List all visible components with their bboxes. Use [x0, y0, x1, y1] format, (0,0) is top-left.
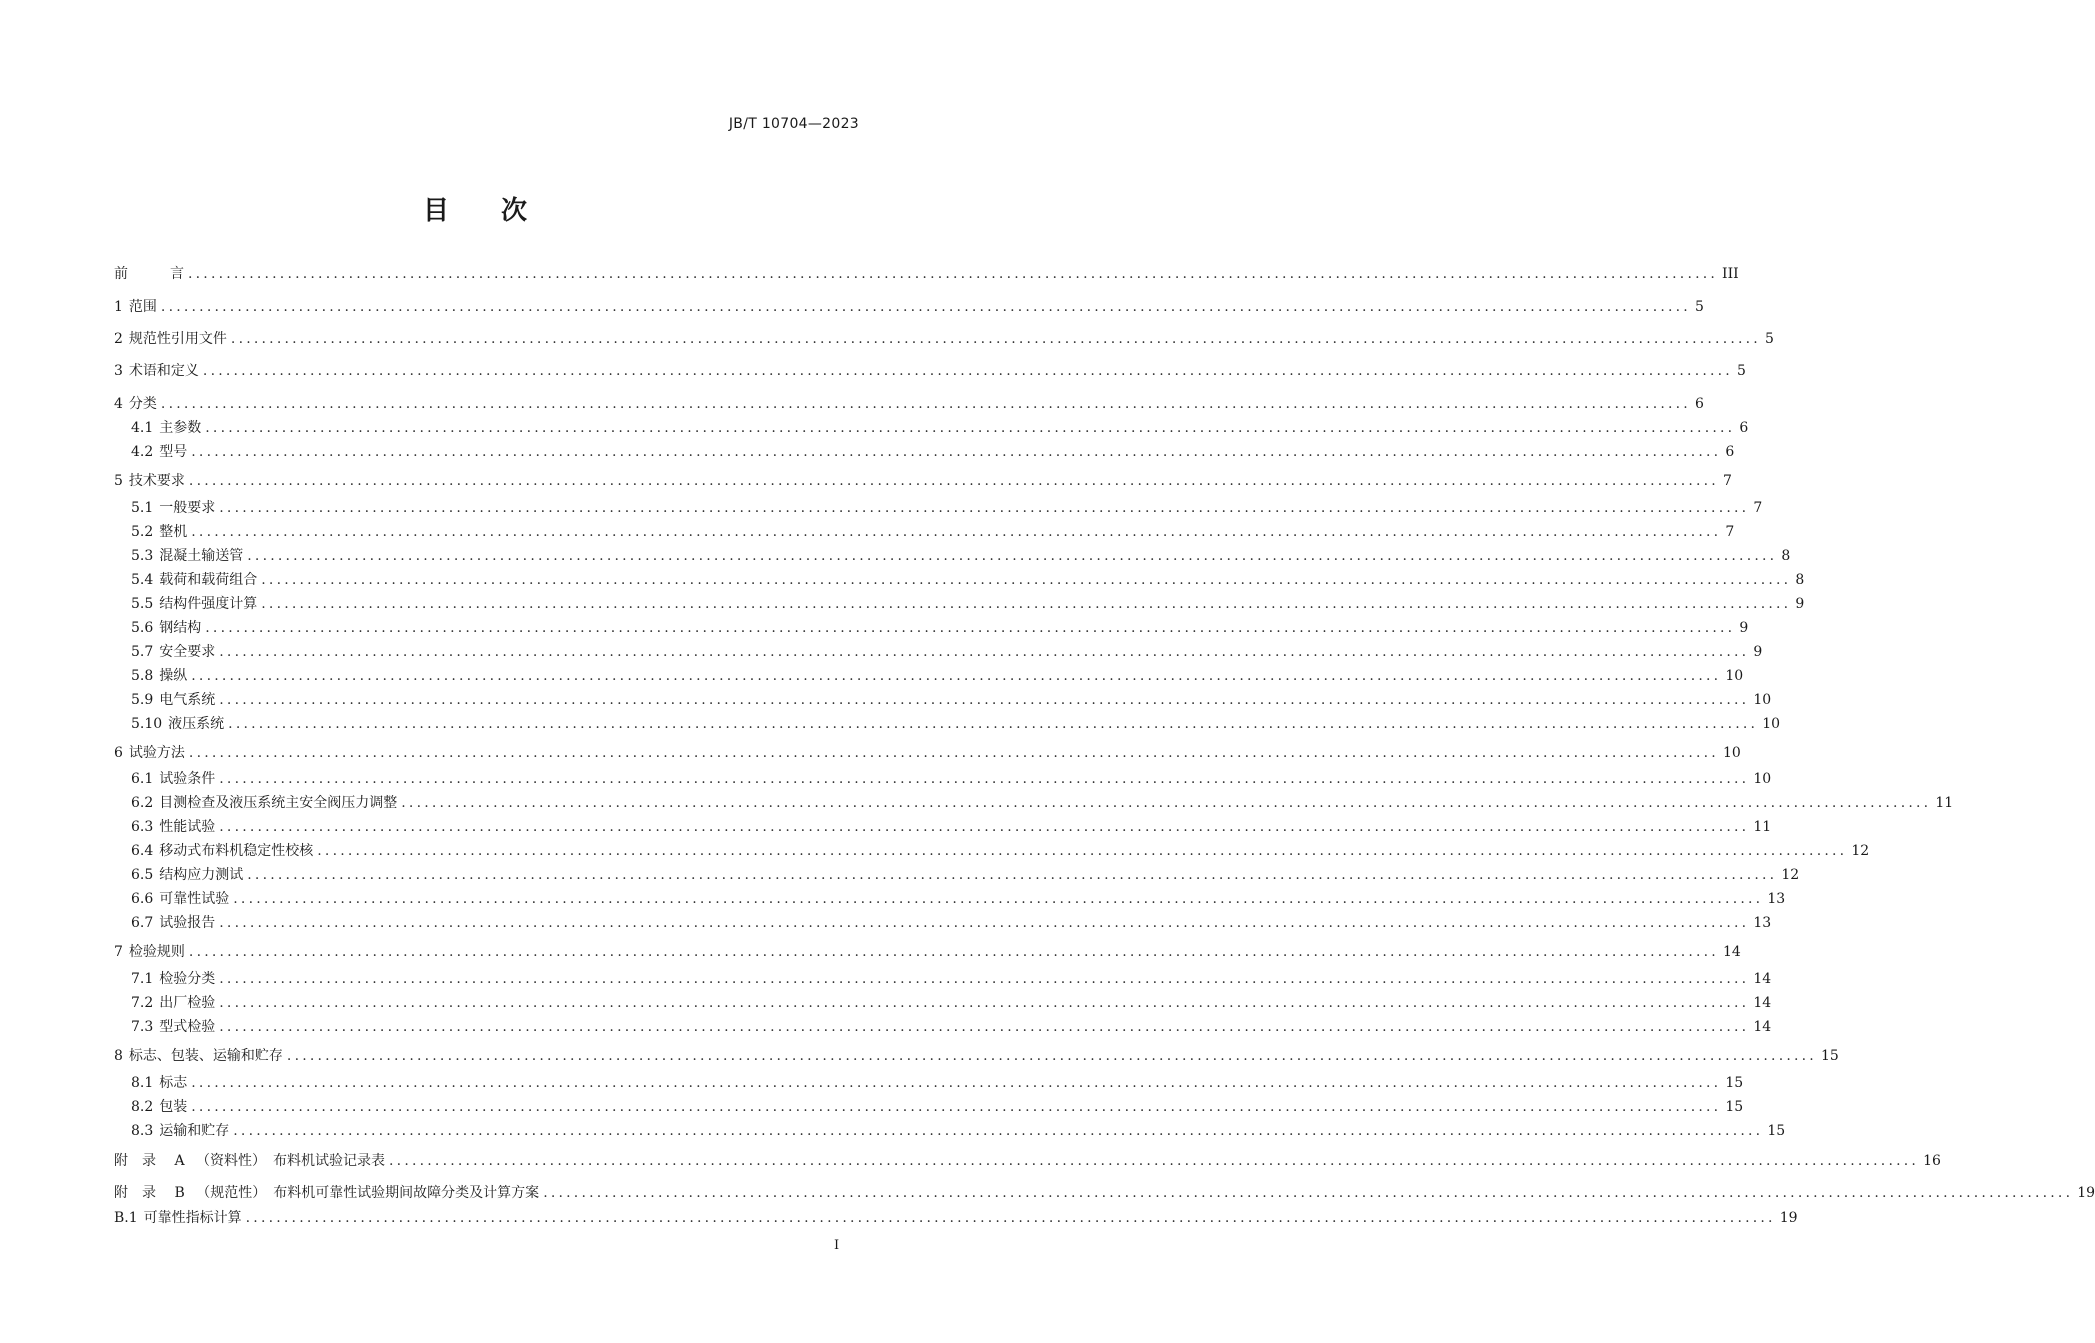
toc-entry-text: 结构应力测试: [159, 867, 244, 883]
toc-entry-label: [114, 792, 397, 814]
toc-entry-text: 附 录 A （资料性） 布料机试验记录表: [114, 1153, 386, 1169]
toc-entry-page: 8: [1795, 572, 1805, 588]
toc-entry-text: 整机: [159, 524, 188, 540]
toc-entry-label: [114, 1120, 229, 1142]
toc-leader-dots: ........................................................................................................................................................................................................: [202, 363, 1733, 379]
toc-leader-dots: ........................................................................................................................................................................................................: [188, 745, 1719, 761]
toc-entry-number: 1: [114, 299, 123, 315]
toc-entry[interactable]: [114, 545, 1791, 567]
toc-entry-number: 4: [114, 396, 123, 412]
toc-entry-label: [114, 328, 227, 350]
toc-leader-dots: ........................................................................................................................................................................................................: [219, 692, 1750, 708]
toc-entry[interactable]: [114, 713, 1781, 735]
toc-entry-page: 6: [1694, 396, 1704, 412]
toc-leader-dots: ........................................................................................................................................................................................................: [219, 971, 1750, 987]
toc-entry-number: 5.1: [131, 500, 154, 516]
toc-entry-text: 移动式布料机稳定性校核: [159, 843, 314, 859]
toc-entry-page: 15: [1725, 1099, 1744, 1115]
toc-entry-label: [114, 1045, 283, 1067]
toc-entry-number: 6.6: [131, 891, 154, 907]
toc-leader-dots: ........................................................................................................................................................................................................: [188, 944, 1719, 960]
toc-entry[interactable]: [114, 1096, 1744, 1118]
toc-entry-number: 8.3: [131, 1123, 154, 1139]
toc-leader-dots: ........................................................................................................................................................................................................: [233, 1123, 1764, 1139]
toc-entry-number: 3: [114, 363, 123, 379]
toc-entry-text: 目测检查及液压系统主安全阀压力调整: [159, 795, 398, 811]
toc-entry-page: 6: [1739, 420, 1749, 436]
toc-entry-number: 5.3: [131, 548, 154, 564]
toc-entry-page: 15: [1767, 1123, 1786, 1139]
toc-entry-label: [114, 393, 157, 415]
toc-entry-label: [114, 417, 201, 439]
toc-entry-number: 8: [114, 1048, 123, 1064]
toc-leader-dots: ........................................................................................................................................................................................................: [317, 843, 1848, 859]
toc-entry-text: 运输和贮存: [159, 1123, 230, 1139]
toc-entry-text: 包装: [159, 1099, 188, 1115]
toc-entry-number: 7.3: [131, 1019, 154, 1035]
toc-entry-label: [114, 941, 185, 963]
toc-entry-label: [114, 864, 243, 886]
toc-entry[interactable]: [114, 992, 1772, 1014]
toc-leader-dots: ........................................................................................................................................................................................................: [191, 524, 1722, 540]
toc-entry-label: [114, 470, 185, 492]
toc-entry[interactable]: [114, 360, 1746, 382]
toc-entry-number: 6.5: [131, 867, 154, 883]
toc-entry-page: 19: [2077, 1185, 2095, 1201]
toc-entry-number: 5.8: [131, 668, 154, 684]
toc-entry-label: [114, 1207, 242, 1229]
toc-entry-page: 19: [1779, 1210, 1798, 1226]
toc-entry-label: [114, 713, 224, 735]
toc-entry[interactable]: [114, 497, 1763, 519]
toc-entry-label: [114, 545, 243, 567]
toc-entry-label: [114, 1072, 187, 1094]
toc-entry-page: 10: [1762, 716, 1781, 732]
toc-leader-dots: ........................................................................................................................................................................................................: [233, 891, 1764, 907]
toc-entry-text: 主参数: [159, 420, 202, 436]
toc-entry-text: 液压系统: [168, 716, 225, 732]
toc-entry-number: 5: [114, 473, 123, 489]
toc-entry-label: [114, 1016, 215, 1038]
toc-entry-label: [114, 641, 215, 663]
toc-entry-label: [114, 665, 187, 687]
toc-entry-page: III: [1722, 266, 1739, 282]
toc-entry[interactable]: [114, 742, 1741, 764]
toc-entry-number: 5.2: [131, 524, 154, 540]
toc-entry-text: 安全要求: [159, 644, 216, 660]
toc-leader-dots: ........................................................................................................................................................................................................: [543, 1185, 2074, 1201]
toc-entry-number: 5.9: [131, 692, 154, 708]
toc-entry[interactable]: [114, 888, 1786, 910]
toc-entry-page: 14: [1753, 971, 1772, 987]
toc-entry[interactable]: [114, 521, 1735, 543]
toc-entry-page: 5: [1736, 363, 1746, 379]
toc-leader-dots: ........................................................................................................................................................................................................: [188, 473, 1719, 489]
toc-entry-number: 4.2: [131, 444, 154, 460]
toc-entry-page: 8: [1781, 548, 1791, 564]
toc-entry[interactable]: [114, 689, 1772, 711]
toc-entry-page: 14: [1753, 1019, 1772, 1035]
toc-entry[interactable]: [114, 665, 1744, 687]
toc-entry-page: 14: [1722, 944, 1741, 960]
toc-entry-page: 9: [1739, 620, 1749, 636]
toc-entry-page: 5: [1764, 331, 1774, 347]
toc-leader-dots: ........................................................................................................................................................................................................: [219, 819, 1750, 835]
toc-entry-page: 12: [1781, 867, 1800, 883]
toc-leader-dots: ........................................................................................................................................................................................................: [219, 644, 1750, 660]
toc-entry-text: 分类: [128, 396, 157, 412]
toc-entry-text: 前 言: [114, 266, 184, 282]
toc-leader-dots: ........................................................................................................................................................................................................: [191, 668, 1722, 684]
toc-entry-number: 6.1: [131, 771, 154, 787]
toc-entry-text: 结构件强度计算: [159, 596, 258, 612]
toc-entry[interactable]: [114, 1120, 1786, 1142]
toc-entry-text: 试验条件: [159, 771, 216, 787]
toc-entry-number: 5.10: [131, 716, 163, 732]
toc-entry-label: [114, 569, 257, 591]
toc-entry-label: [114, 992, 215, 1014]
toc-entry-text: 钢结构: [159, 620, 202, 636]
toc-entry[interactable]: [114, 968, 1772, 990]
toc-leader-dots: ........................................................................................................................................................................................................: [219, 915, 1750, 931]
toc-entry-number: 2: [114, 331, 123, 347]
page-number: I: [834, 1238, 840, 1253]
toc-leader-dots: ........................................................................................................................................................................................................: [205, 620, 1736, 636]
toc-entry-number: 5.4: [131, 572, 154, 588]
toc-entry-text: 规范性引用文件: [128, 331, 227, 347]
toc-entry-text: 范围: [128, 299, 157, 315]
toc-entry-page: 13: [1767, 891, 1786, 907]
standard-number: JB/T 10704—2023: [728, 116, 859, 132]
toc-entry-number: 6: [114, 745, 123, 761]
toc-entry-text: 试验报告: [159, 915, 216, 931]
toc-entry-text: 标志、包装、运输和贮存: [128, 1048, 283, 1064]
toc-leader-dots: ........................................................................................................................................................................................................: [160, 396, 1691, 412]
toc-entry[interactable]: [114, 569, 1805, 591]
toc-entry-label: [114, 617, 201, 639]
toc-entry-text: 附 录 B （规范性） 布料机可靠性试验期间故障分类及计算方案: [114, 1185, 540, 1201]
toc-entry-text: 型号: [159, 444, 188, 460]
toc-leader-dots: ........................................................................................................................................................................................................: [389, 1153, 1920, 1169]
toc-entry[interactable]: [114, 816, 1772, 838]
toc-entry-label: [114, 360, 199, 382]
toc-entry-label: [114, 1150, 385, 1172]
toc-entry-label: [114, 816, 215, 838]
toc-entry-page: 11: [1935, 795, 1954, 811]
toc-entry[interactable]: [114, 393, 1704, 415]
toc-entry-text: 性能试验: [159, 819, 216, 835]
toc-leader-dots: ........................................................................................................................................................................................................: [191, 444, 1722, 460]
toc-entry[interactable]: [114, 417, 1749, 439]
toc-leader-dots: ........................................................................................................................................................................................................: [191, 1075, 1722, 1091]
toc-entry-text: 检验分类: [159, 971, 216, 987]
toc-entry[interactable]: [114, 792, 1954, 814]
toc-entry-text: 试验方法: [128, 745, 185, 761]
toc-entry[interactable]: [114, 617, 1749, 639]
page-title: [0, 190, 950, 227]
toc-entry-page: 10: [1722, 745, 1741, 761]
toc-entry-label: [114, 912, 215, 934]
title-char-1: 目: [422, 196, 449, 226]
toc-entry[interactable]: [114, 1045, 1839, 1067]
toc-entry[interactable]: [114, 441, 1735, 463]
toc-entry-number: 5.5: [131, 596, 154, 612]
toc-entry-page: 7: [1722, 473, 1732, 489]
toc-leader-dots: ........................................................................................................................................................................................................: [228, 716, 1759, 732]
toc-leader-dots: ........................................................................................................................................................................................................: [286, 1048, 1817, 1064]
toc-entry[interactable]: [114, 1150, 1941, 1172]
toc-entry-number: 8.2: [131, 1099, 154, 1115]
toc-entry-text: 术语和定义: [128, 363, 199, 379]
toc-leader-dots: ........................................................................................................................................................................................................: [205, 420, 1736, 436]
toc-leader-dots: ........................................................................................................................................................................................................: [219, 1019, 1750, 1035]
toc-entry-number: 8.1: [131, 1075, 154, 1091]
toc-leader-dots: ........................................................................................................................................................................................................: [191, 1099, 1722, 1115]
toc-entry[interactable]: [114, 593, 1805, 615]
toc-entry-text: 可靠性指标计算: [143, 1210, 242, 1226]
toc-entry-number: 7.2: [131, 995, 154, 1011]
toc-entry-text: 技术要求: [128, 473, 185, 489]
toc-leader-dots: ........................................................................................................................................................................................................: [247, 548, 1778, 564]
toc-entry-page: 13: [1753, 915, 1772, 931]
toc-entry-number: 6.2: [131, 795, 154, 811]
toc-leader-dots: ........................................................................................................................................................................................................: [219, 771, 1750, 787]
toc-entry-page: 15: [1725, 1075, 1744, 1091]
toc-entry-number: 5.6: [131, 620, 154, 636]
toc-entry-text: 一般要求: [159, 500, 216, 516]
toc-entry[interactable]: [114, 296, 1704, 318]
toc-entry-text: 混凝土输送管: [159, 548, 244, 564]
toc-entry-label: [114, 768, 215, 790]
toc-entry-page: 15: [1820, 1048, 1839, 1064]
toc-entry-page: 12: [1851, 843, 1870, 859]
toc-entry-label: [114, 689, 215, 711]
toc-entry-page: 10: [1753, 771, 1772, 787]
toc-leader-dots: ........................................................................................................................................................................................................: [188, 266, 1719, 282]
toc-entry[interactable]: [114, 941, 1741, 963]
title-char-2: 次: [501, 196, 528, 226]
toc-entry-label: [114, 742, 185, 764]
toc-entry[interactable]: [114, 263, 1739, 285]
toc-entry-page: 10: [1725, 668, 1744, 684]
toc-entry-page: 5: [1694, 299, 1704, 315]
toc-entry-page: 9: [1795, 596, 1805, 612]
toc-entry-label: [114, 840, 313, 862]
toc-entry-label: [114, 1182, 539, 1204]
toc-entry-label: [114, 296, 157, 318]
toc-entry-page: 9: [1753, 644, 1763, 660]
toc-entry[interactable]: [114, 1182, 2095, 1204]
toc-entry-number: 6.7: [131, 915, 154, 931]
toc-entry-text: 可靠性试验: [159, 891, 230, 907]
toc-entry-number: B.1: [114, 1210, 138, 1226]
toc-entry-text: 操纵: [159, 668, 188, 684]
toc-entry[interactable]: [114, 641, 1763, 663]
toc-entry-number: 7.1: [131, 971, 154, 987]
toc-entry[interactable]: [114, 912, 1772, 934]
toc-entry-number: 6.4: [131, 843, 154, 859]
toc-entry-label: [114, 441, 187, 463]
toc-entry[interactable]: [114, 470, 1732, 492]
toc-entry-number: 6.3: [131, 819, 154, 835]
toc-entry[interactable]: [114, 768, 1772, 790]
toc-entry-number: 4.1: [131, 420, 154, 436]
toc-entry[interactable]: [114, 840, 1870, 862]
toc-leader-dots: ........................................................................................................................................................................................................: [261, 596, 1792, 612]
toc-entry-text: 检验规则: [128, 944, 185, 960]
toc-entry-label: [114, 1096, 187, 1118]
toc-entry[interactable]: [114, 1016, 1772, 1038]
toc-leader-dots: ........................................................................................................................................................................................................: [261, 572, 1792, 588]
toc-entry-page: 16: [1923, 1153, 1941, 1169]
toc-entry-label: [114, 497, 215, 519]
toc-entry-text: 出厂检验: [159, 995, 216, 1011]
toc-entry[interactable]: [114, 1072, 1744, 1094]
toc-entry-page: 7: [1753, 500, 1763, 516]
toc-entry-page: 11: [1753, 819, 1772, 835]
toc-entry-page: 10: [1753, 692, 1772, 708]
toc-entry-label: [114, 968, 215, 990]
toc-entry-label: [114, 263, 184, 285]
toc-leader-dots: ........................................................................................................................................................................................................: [247, 867, 1778, 883]
toc-leader-dots: ........................................................................................................................................................................................................: [245, 1210, 1776, 1226]
toc-entry[interactable]: [114, 864, 1800, 886]
toc-entry-page: 7: [1725, 524, 1735, 540]
toc-leader-dots: ........................................................................................................................................................................................................: [219, 995, 1750, 1011]
toc-entry-text: 型式检验: [159, 1019, 216, 1035]
toc-leader-dots: ........................................................................................................................................................................................................: [230, 331, 1761, 347]
toc-entry-number: 7: [114, 944, 123, 960]
toc-entry-text: 载荷和载荷组合: [159, 572, 258, 588]
toc-entry-text: 标志: [159, 1075, 188, 1091]
toc-entry-label: [114, 888, 229, 910]
toc-entry[interactable]: [114, 328, 1774, 350]
toc-leader-dots: ........................................................................................................................................................................................................: [160, 299, 1691, 315]
toc-entry-label: [114, 521, 187, 543]
toc-leader-dots: ........................................................................................................................................................................................................: [219, 500, 1750, 516]
toc-entry-text: 电气系统: [159, 692, 216, 708]
toc-entry-number: 5.7: [131, 644, 154, 660]
toc-entry-page: 6: [1725, 444, 1735, 460]
toc-entry[interactable]: [114, 1207, 1798, 1229]
toc-leader-dots: ........................................................................................................................................................................................................: [401, 795, 1932, 811]
toc-entry-label: [114, 593, 257, 615]
toc-entry-page: 14: [1753, 995, 1772, 1011]
